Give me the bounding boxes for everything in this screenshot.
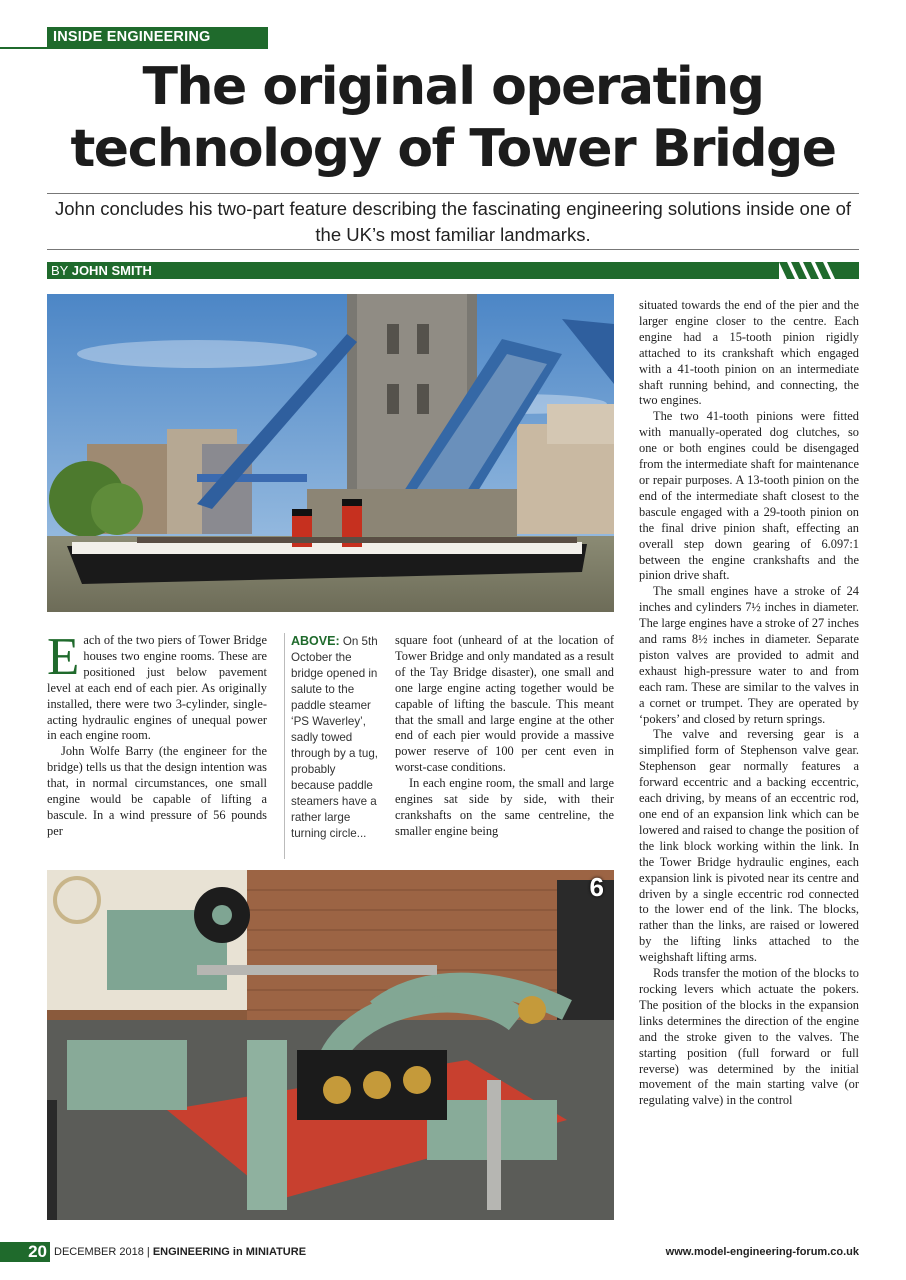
drop-cap: E: [47, 628, 80, 686]
issue-date: DECEMBER 2018 |: [54, 1246, 153, 1258]
caption-text: On 5th October the bridge opened in salute to the paddle steamer ‘PS Waverley’, sadly towed through by a tug, probably because paddle steamers have a rather large turning circle...: [291, 635, 379, 840]
photo-caption: [291, 633, 381, 842]
photo-number: 6: [589, 872, 604, 902]
tower-bridge-photo: [47, 294, 614, 612]
paragraph: situated towards the end of the pier and the larger engine closer to the centre. Each engine had a 15-tooth pinion rigidly attached to its crankshaft which engaged with a 41-tooth pinion on an intermediate shaft running behind, and connecting, the two engines.: [639, 298, 859, 408]
hydraulic-engine-photo: [47, 870, 614, 1220]
body-column-1: [47, 628, 267, 840]
tower-bridge-illustration: [47, 294, 614, 612]
paragraph: Rods transfer the motion of the blocks to rocking levers which actuate the pokers. The position of the blocks in the expansion links determines the direction of the engine and the stroke given to the valves. The starting position (full forward or full reverse) was determined by the initial movement of the main starting valve (or regulating valve) in the control: [639, 966, 859, 1108]
byline-prefix: BY: [51, 263, 72, 278]
footer-issue: [54, 1245, 306, 1259]
paragraph: square foot (unheard of at the location of Tower Bridge and only mandated as a result of the Tay Bridge disaster), one small and one large engine acting together would be capable of lifting the bascule. This meant that the small and large engine at the other end of each pier would provide a massive power reserve of 100 per cent even in worst-case conditions.: [395, 633, 614, 775]
paragraph: The valve and reversing gear is a simplified form of Stephenson valve gear. Stephenson gear normally features a forward eccentric and a backing eccentric, each driving, by means of an eccentric rod, one end of an expansion link which can be lowered and raised to change the position of the link block working within the link. In the Tower Bridge hydraulic engines, each expansion link is pivoted near its centre and driven by a single eccentric rod connected to the lower end of the link. The blocks, rather than the links, are raised or lowered by the lifting links attached to the weighshaft lifting arms.: [639, 727, 859, 965]
footer-url: www.model-engineering-forum.co.uk: [665, 1246, 859, 1258]
hydraulic-engine-illustration: [47, 870, 614, 1220]
paragraph: In each engine room, the small and large engines sat side by side, with their crankshafts on the same centreline, the smaller engine being: [395, 776, 614, 838]
page-number: 20: [0, 1242, 50, 1262]
byline-author: JOHN SMITH: [71, 263, 152, 278]
paragraph-text: ach of the two piers of Tower Bridge houses two engine rooms. These are positioned just below pavement level at each end of each pier. As originally installed, there were two 3-cylinder, single-acting hydraulic engines of unequal power in each engine room.: [47, 633, 267, 743]
byline: [47, 262, 779, 279]
header-rule: [0, 47, 268, 49]
paragraph: [47, 628, 267, 744]
paragraph: The two 41-tooth pinions were fitted with manually-operated dog clutches, so one or both engines could be disengaged from the intermediate shaft for maintenance or repair purposes. A 13-tooth pinion on the end of the intermediate shaft closest to the bascule engaged with a 29-tooth pinion on the final drive pinion shaft, effecting an overall step down gearing of 6.097:1 between the engine crankshafts and the pinion drive shaft.: [639, 409, 859, 583]
standfirst-top-rule: [47, 193, 859, 194]
caption-label: ABOVE:: [291, 634, 340, 648]
magazine-name: ENGINEERING in MINIATURE: [152, 1246, 307, 1258]
body-column-2: [395, 633, 614, 840]
caption-divider: [284, 633, 285, 859]
byline-stripes: [779, 262, 859, 279]
body-column-3: [639, 298, 859, 1109]
paragraph: The small engines have a stroke of 24 inches and cylinders 7½ inches in diameter. The large engines have a stroke of 27 inches and rams 8½ inches in diameter. Separate piston valves are provided to admit and exhaust high-pressure water to and from each ram. These are similar to the valves in a cornet or trumpet. They are operated by ‘pokers’ and closed by return springs.: [639, 584, 859, 726]
section-label: INSIDE ENGINEERING: [47, 27, 268, 47]
article-title: The original operating technology of Tower Bridge: [70, 57, 836, 179]
standfirst: John concludes his two-part feature describing the fascinating engineering solutions inside one of the UK’s most familiar landmarks.: [55, 198, 851, 245]
standfirst-bottom-rule: [47, 249, 859, 250]
paragraph: John Wolfe Barry (the engineer for the bridge) tells us that the design intention was that, in normal circumstances, one small engine would be capable of lifting a bascule. In a wind pressure of 56 pounds per: [47, 744, 267, 838]
